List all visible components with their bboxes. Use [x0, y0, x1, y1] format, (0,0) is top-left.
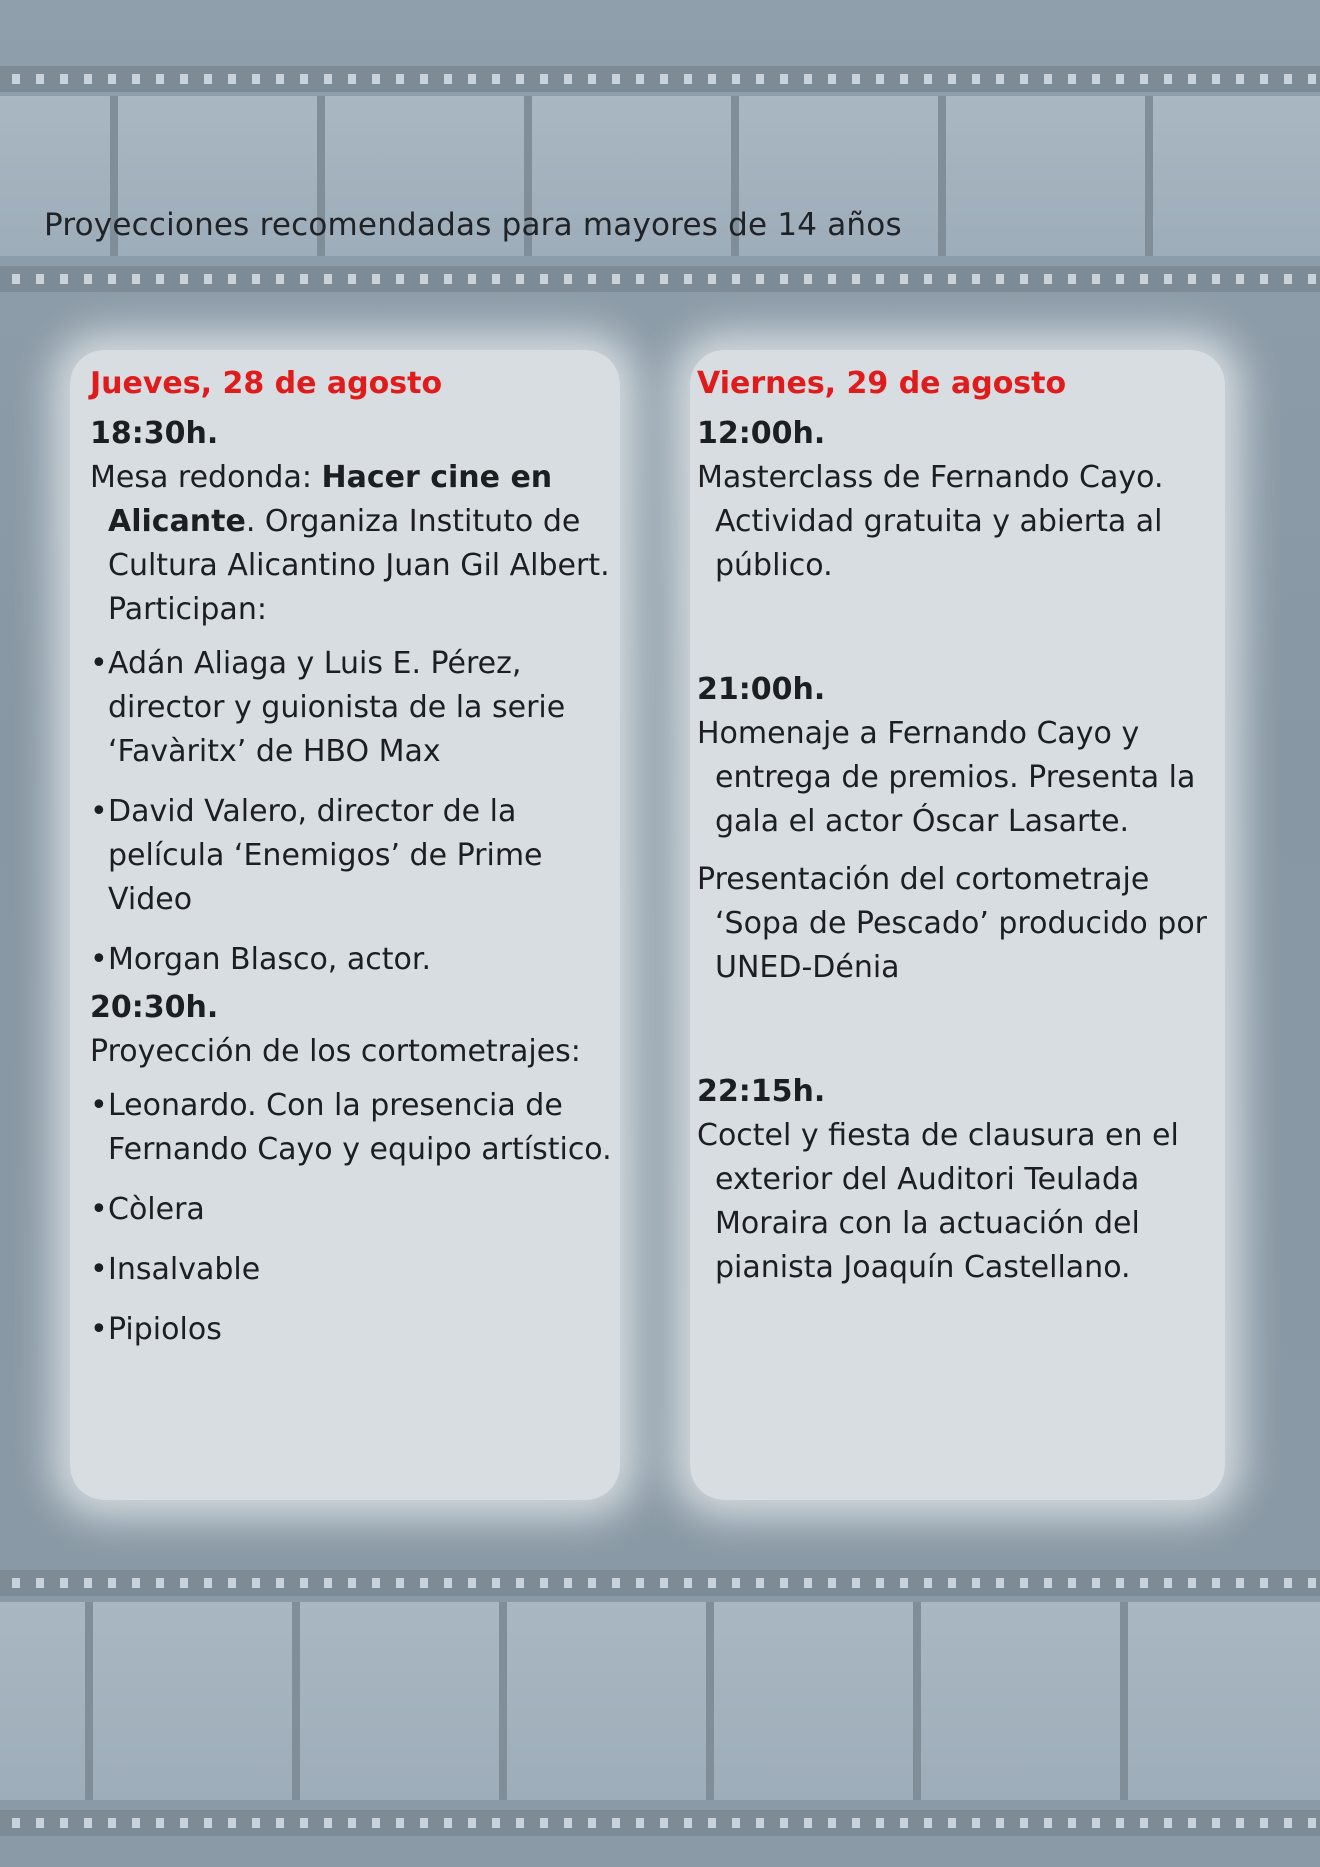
- screening-intro: Proyección de los cortometrajes:: [90, 1034, 581, 1069]
- schedule-friday: [697, 362, 1237, 1290]
- time-2100: 21:00h.: [697, 672, 826, 707]
- time-1200: 12:00h.: [697, 416, 826, 451]
- list-item: • Insalvable: [90, 1248, 620, 1292]
- list-item: • Leonardo. Con la presencia de Fernando Cayo y equipo artístico.: [90, 1084, 620, 1172]
- round-table-prefix: Mesa redonda:: [90, 460, 322, 495]
- filmstrip-bottom: [0, 1560, 1320, 1867]
- participants-list: [90, 642, 620, 982]
- film-perforations-bottom: [0, 1570, 1320, 1596]
- film-perforations-top: [0, 66, 1320, 92]
- day-title-friday: Viernes, 29 de agosto: [697, 366, 1067, 401]
- filmstrip-top: [0, 0, 1320, 300]
- schedule-thursday: [90, 362, 620, 1368]
- time-2030: 20:30h.: [90, 990, 219, 1025]
- list-item: • David Valero, director de la película ‘Enemigos’ de Prime Video: [90, 790, 620, 922]
- list-item: • Pipiolos: [90, 1308, 620, 1352]
- masterclass-description: Masterclass de Fernando Cayo. Actividad gratuita y abierta al público.: [697, 460, 1164, 583]
- list-item: • Còlera: [90, 1188, 620, 1232]
- short-film-presentation: Presentación del cortometraje ‘Sopa de Pescado’ producido por UNED-Dénia: [697, 862, 1208, 985]
- closing-party-description: Coctel y fiesta de clausura en el exterior del Auditori Teulada Moraira con la actuación del pianista Joaquín Castellano.: [697, 1118, 1179, 1285]
- round-table-description: [90, 456, 620, 632]
- day-title-thursday: Jueves, 28 de agosto: [90, 366, 443, 401]
- film-perforations-top-2: [0, 266, 1320, 292]
- age-recommendation-notice: Proyecciones recomendadas para mayores de 14 años: [44, 207, 902, 243]
- list-item: • Morgan Blasco, actor.: [90, 938, 620, 982]
- time-1830: 18:30h.: [90, 416, 219, 451]
- film-perforations-bottom-2: [0, 1810, 1320, 1836]
- film-frames-bottom: [0, 1602, 1320, 1800]
- time-2215: 22:15h.: [697, 1074, 826, 1109]
- round-table-title: Hacer cine en Alicante: [108, 460, 553, 539]
- round-table-suffix: . Organiza Instituto de Cultura Alicantino Juan Gil Albert. Participan:: [108, 504, 610, 627]
- tribute-description: Homenaje a Fernando Cayo y entrega de premios. Presenta la gala el actor Óscar Lasarte.: [697, 716, 1196, 839]
- list-item: • Adán Aliaga y Luis E. Pérez, director y guionista de la serie ‘Favàritx’ de HBO Max: [90, 642, 620, 774]
- films-list: [90, 1084, 620, 1352]
